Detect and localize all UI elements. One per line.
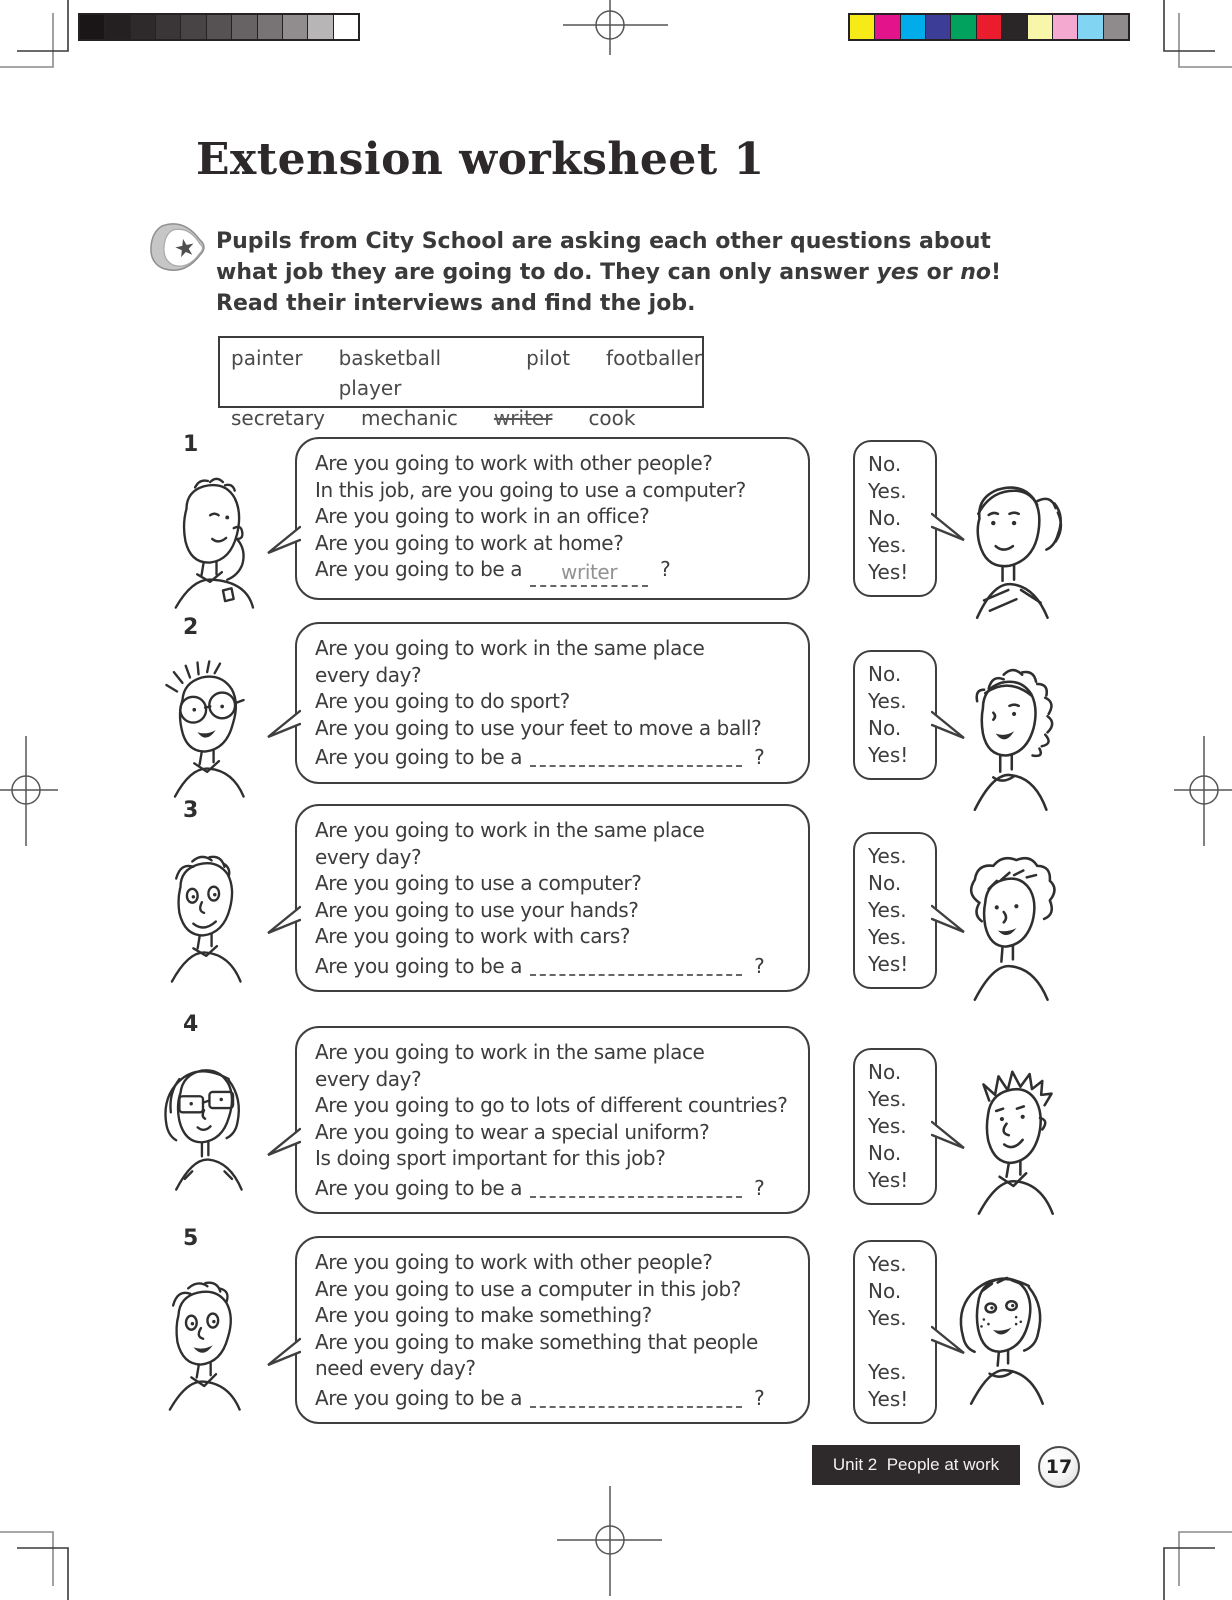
calibration-swatch [80,15,105,39]
question-line: Are you going to work with other people? [315,1250,713,1274]
question-line: Are you going to work in the same place [315,636,705,660]
question-line: Are you going to use a computer in this job? [315,1276,742,1301]
job-word: footballer [606,346,702,370]
calibration-swatch [977,15,1002,39]
answer-line: Yes. [868,925,907,949]
question-line: Are you going to wear a special uniform? [315,1119,710,1144]
answer-line: Yes. [868,533,907,557]
instruction-line: Read their interviews and find the job. [216,291,696,316]
answer-bubble [853,440,937,597]
job-word: mechanic [360,406,458,430]
interview-number: 2 [183,615,199,640]
calibration-swatch [1053,15,1078,39]
answer-line: Yes. [868,1360,907,1384]
answer-line: No. [868,452,902,476]
answer-line: Yes. [868,1252,907,1276]
answer-bubble [853,1048,937,1205]
question-line: Are you going to go to lots of different countries? [315,1093,788,1117]
boy-wavy-hair-icon [142,1268,260,1416]
answer-line: No. [868,1060,902,1084]
answer-line: No. [868,662,902,686]
bubble-tail-left-icon [265,525,301,557]
answer-line: Yes! [868,743,909,767]
bubble-tail-left-icon [265,709,301,741]
instruction-line: Pupils from City School are asking each other questions about [216,229,991,254]
question-line: Is doing sport important for this job? [315,1146,666,1170]
bubble-tail-right-icon [931,1325,967,1357]
answer-bubble [853,832,937,989]
answer-bubble [853,650,937,780]
bubble-tail-right-icon [931,512,967,544]
boy-scratching-head-icon [150,466,268,614]
job-word: basketball player [338,346,442,400]
question-line: In this job, are you going to use a computer? [315,477,746,502]
question-line: Are you going to use your feet to move a ball? [315,715,762,740]
answer-line: Yes! [868,952,909,976]
question-line: need every day? [315,1356,476,1380]
final-question-suffix: ? [748,1175,765,1200]
question-bubble [295,622,810,784]
calibration-swatch [207,15,232,39]
question-bubble [295,804,810,992]
answer-line: Yes. [868,479,907,503]
star-icon [148,220,212,274]
calibration-swatch [1078,15,1103,39]
calibration-swatch [901,15,926,39]
instructions-text [216,226,1066,319]
question-line: every day? [315,844,422,869]
final-question-suffix: ? [654,557,671,581]
interview-number: 4 [183,1012,199,1037]
calibration-swatch [156,15,181,39]
question-line: Are you going to do sport? [315,689,570,713]
unit-label: Unit 2 People at work [832,1455,1000,1474]
answer-blank [530,741,742,767]
interview-number: 5 [183,1226,199,1251]
bubble-tail-right-icon [931,904,967,936]
question-line: Are you going to work in the same place [315,1040,705,1064]
question-line: Are you going to make something that people [315,1329,758,1354]
page-number-badge [1038,1446,1080,1488]
bubble-tail-right-icon [931,1120,967,1152]
answer-blank: writer [530,561,648,587]
calibration-swatch [283,15,308,39]
answer-line: Yes! [868,1387,909,1411]
question-bubble [295,1236,810,1424]
answer-line: Yes! [868,1168,909,1192]
job-word: cook [588,406,636,430]
boy-short-hair-icon [144,840,262,988]
job-word: writer [493,406,553,430]
question-line: Are you going to work in the same place [315,818,705,842]
answer-blank [530,950,742,976]
final-question-prefix: Are you going to be a [315,953,523,978]
job-word: secretary [231,406,325,430]
final-question-prefix: Are you going to be a [315,1385,523,1410]
girl-ponytail-icon [938,470,1074,620]
calibration-swatch [105,15,130,39]
final-question-prefix: Are you going to be a [315,1175,523,1200]
question-bubble [295,437,810,600]
calibration-swatch [926,15,951,39]
unit-footer-bar [812,1445,1020,1485]
question-line: Are you going to make something? [315,1303,652,1327]
grayscale-calibration-bar [78,13,360,41]
answer-line: No. [868,1279,902,1303]
calibration-swatch [850,15,875,39]
calibration-swatch [131,15,156,39]
page-number: 17 [1045,1456,1073,1478]
calibration-swatch [232,15,257,39]
final-question-suffix: ? [748,1385,765,1410]
bubble-tail-left-icon [265,1337,301,1369]
answer-blank [530,1172,742,1198]
answer-line: Yes! [868,560,909,584]
job-word-box [218,336,704,430]
answer-bubble [853,1240,937,1424]
job-word: pilot [526,346,571,370]
answer-line: Yes. [868,898,907,922]
boy-glasses-icon [146,655,264,803]
answer-line: Yes. [868,1306,907,1330]
interview-number: 1 [183,432,199,457]
answer-blank [530,1382,742,1408]
question-line: Are you going to use a computer? [315,871,642,895]
final-question-prefix: Are you going to be a [315,557,523,581]
page-title: Extension worksheet 1 [196,134,765,185]
question-line: Are you going to work with other people? [315,451,713,475]
calibration-swatch [875,15,900,39]
bubble-tail-left-icon [265,1127,301,1159]
calibration-swatch [258,15,283,39]
answer-line: No. [868,871,902,895]
calibration-swatch [334,15,358,39]
answer-line: Yes. [868,844,907,868]
calibration-swatch [1104,15,1128,39]
question-line: Are you going to use your hands? [315,897,639,922]
final-question-suffix: ? [748,953,765,978]
calibration-swatch [951,15,976,39]
bubble-tail-right-icon [931,710,967,742]
svg-text:★: ★ [171,232,199,264]
answer-line: Yes. [868,689,907,713]
question-line: Are you going to work in an office? [315,504,650,528]
girl-glasses-icon [144,1048,262,1196]
interview-number: 3 [183,798,199,823]
question-line: Are you going to work at home? [315,530,624,555]
calibration-swatch [308,15,333,39]
answer-line: Yes. [868,1087,907,1111]
question-line: every day? [315,1066,422,1091]
job-word: painter [231,346,303,370]
instruction-line: what job they are going to do. They can only answer yes or no! [216,260,1002,285]
answer-line [868,1332,935,1359]
answer-line: No. [868,506,902,530]
calibration-swatch [181,15,206,39]
calibration-swatch [1028,15,1053,39]
answer-line: Yes. [868,1114,907,1138]
color-calibration-bar [848,13,1130,41]
question-bubble [295,1026,810,1214]
question-line: every day? [315,662,422,687]
answer-line: No. [868,1141,902,1165]
answer-line: No. [868,716,902,740]
final-question-prefix: Are you going to be a [315,745,523,769]
question-line: Are you going to work with cars? [315,924,631,948]
bubble-tail-left-icon [265,905,301,937]
calibration-swatch [1002,15,1027,39]
final-question-suffix: ? [748,745,765,769]
